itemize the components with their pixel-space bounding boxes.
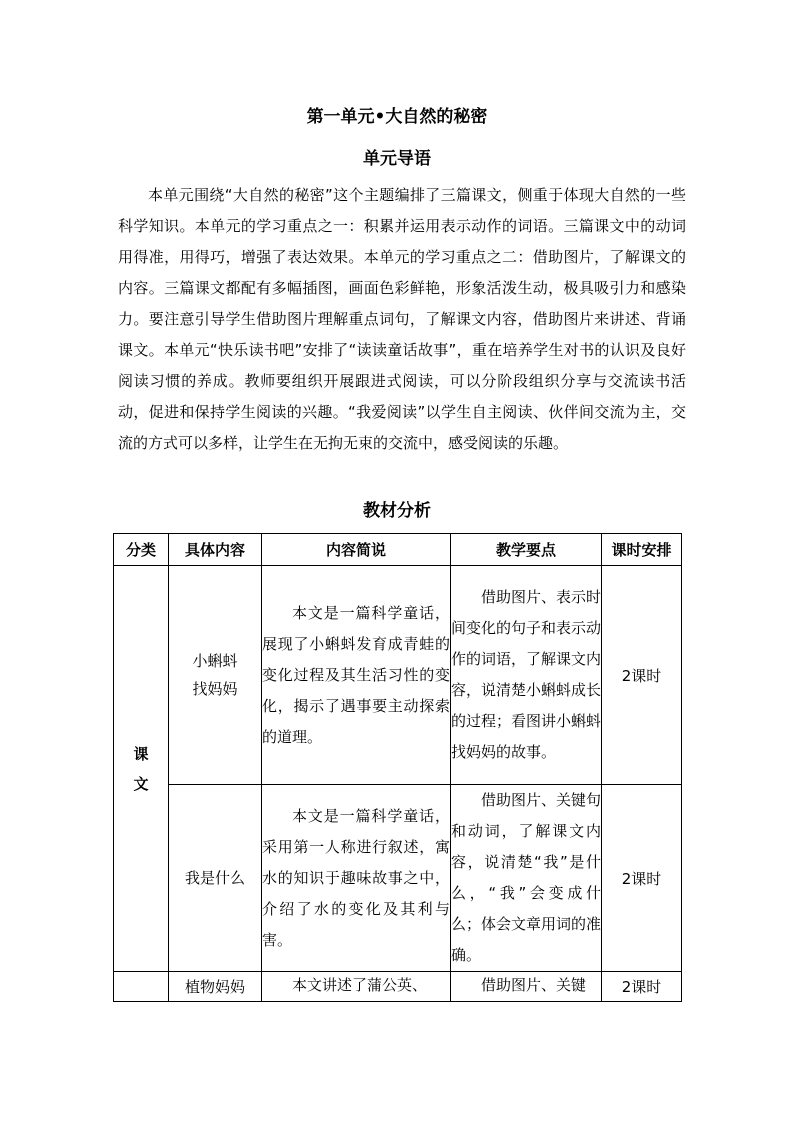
table-row	[114, 785, 682, 972]
table-row	[114, 972, 682, 1002]
category-cell	[114, 566, 169, 972]
summary-cell: 本文是一篇科学童话，展现了小蝌蚪发育成青蛙的变化过程及其生活习性的变化，揭示了遇事要主动探索的道理。	[262, 566, 451, 785]
category-char: 课	[133, 744, 149, 763]
hours-cell: 2课时	[602, 785, 682, 972]
lesson-name-cell	[169, 972, 262, 1002]
table-row	[114, 566, 682, 785]
unit-intro-paragraph: 本单元围绕“大自然的秘密”这个主题编排了三篇课文，侧重于体现大自然的一些科学知识。本单元的学习重点之一：积累并运用表示动作的词语。三篇课文中的动词用得准，用得巧，增强了表达效果。本单元的学习重点之二：借助图片，了解课文的内容。三篇课文都配有多幅插图，画面色彩鲜艳，形象活泼生动，极具吸引力和感染力。要注意引导学生借助图片理解重点词句，了解课文内容，借助图片来讲述、背诵课文。本单元“快乐读书吧”安排了“读读童话故事”，重在培养学生对书的认识及良好阅读习惯的养成。教师要组织开展跟进式阅读，可以分阶段组织分享与交流读书活动，促进和保持学生阅读的兴趣。“我爱阅读”以学生自主阅读、伙伴间交流为主，交流的方式可以多样，让学生在无拘无束的交流中，感受阅读的乐趣。	[118, 186, 686, 452]
hours-cell: 2课时	[602, 972, 682, 1002]
lesson-name-line: 小蝌蚪	[192, 652, 238, 670]
header-hours: 课时安排	[602, 534, 682, 566]
unit-intro-heading: 单元导语	[363, 149, 431, 169]
teaching-points-cell: 借助图片、关键	[451, 972, 602, 1002]
teaching-points-cell: 借助图片、关键句和动词，了解课文内容，说清楚“我”是什么，“我”会变成什么；体会文章用词的准确。	[451, 785, 602, 972]
hours-cell: 2课时	[602, 566, 682, 785]
analysis-table	[113, 533, 682, 1002]
lesson-name-cell	[169, 785, 262, 972]
category-cell-empty	[114, 972, 169, 1002]
table-header-row	[114, 534, 682, 566]
unit-title: 第一单元•大自然的秘密	[306, 107, 488, 127]
summary-cell: 本文讲述了蒲公英、	[262, 972, 451, 1002]
lesson-name-line: 植物妈妈	[184, 977, 245, 996]
category-char: 文	[133, 774, 149, 793]
header-category: 分类	[114, 534, 169, 566]
summary-cell: 本文是一篇科学童话，采用第一人称进行叙述，寓水的知识于趣味故事之中，介绍了水的变化及其利与害。	[262, 785, 451, 972]
header-content: 具体内容	[169, 534, 262, 566]
header-summary: 内容简说	[262, 534, 451, 566]
lesson-name-line: 找妈妈	[192, 680, 238, 698]
teaching-points-cell: 借助图片、表示时间变化的句子和表示动作的词语，了解课文内容，说清楚小蝌蚪成长的过程；看图讲小蝌蚪找妈妈的故事。	[451, 566, 602, 785]
analysis-heading: 教材分析	[363, 501, 431, 521]
header-teaching-points: 教学要点	[451, 534, 602, 566]
lesson-name-cell	[169, 566, 262, 785]
lesson-name-line: 我是什么	[184, 869, 245, 887]
